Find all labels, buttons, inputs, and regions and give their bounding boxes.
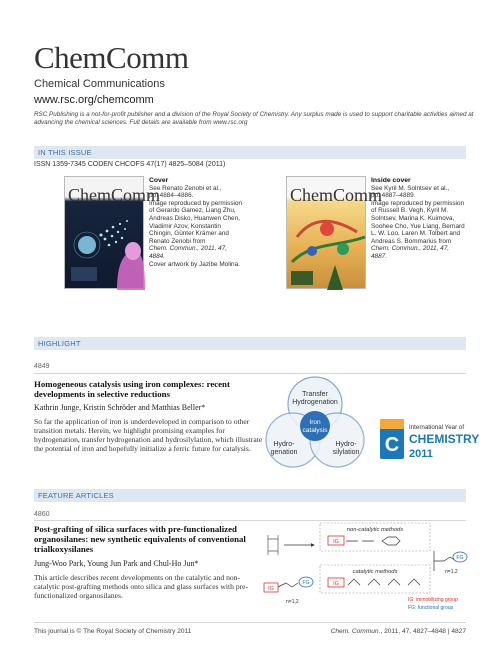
inside-cover-citation: Chem. Commun., 2011, 47, 4887. <box>371 245 450 260</box>
feature-authors: Jung-Woo Park, Young Jun Park and Chul-Ho Jun* <box>34 559 199 568</box>
highlight-page-number: 4849 <box>34 363 50 370</box>
scheme-catalytic-label: catalytic methods <box>352 569 398 575</box>
scheme-fg-reagent: FG <box>302 580 310 586</box>
iyc-badge-letter: C <box>384 434 400 456</box>
inside-cover-ref: See Kyril M. Solntsev et al., <box>371 184 450 192</box>
inside-cover-pages: pp. 4887–4889. <box>371 192 416 200</box>
footer-page-info <box>331 628 466 635</box>
highlight-abstract: So far the application of iron is underdeveloped in comparison to other transition metals. Herein, we highlight promising examples for hydrogenation, transfer hydrogenation and hydrosilylation, which illustrate the potential of iron and hopefully initialize a ferric future for catalysis. <box>34 417 263 453</box>
iyc-year: 2011 <box>409 448 433 460</box>
scheme-fg-product: FG <box>456 555 464 561</box>
highlight-article-title[interactable]: Homogeneous catalysis using iron complexes: recent developments in selective reductions <box>34 379 230 399</box>
scheme-ig-bottom: IG <box>333 581 339 587</box>
scheme-ig-reagent: IG <box>268 586 274 592</box>
cover-heading: Cover <box>149 177 169 184</box>
inside-cover-logo: ChemComm <box>290 185 383 205</box>
scheme-n-label-left: n=1,2 <box>286 599 299 605</box>
scheme-fg-legend: FG: functional group <box>408 605 454 611</box>
cover-ref: See Renato Zenobi et al., <box>149 184 222 192</box>
feature-article-title[interactable]: Post-grafting of silica surfaces with pre-functionalized organosilanes: new synthetic equivalents of conventional trialkoxysilanes <box>34 524 246 554</box>
cover-credit: Image reproduced by permission of Gerardo Gamez, Liang Zhu, Andreas Disko, Huanwen Chen, Vladimir Azov, Konstantin Chingin, Günter Krämer and Renato Zenobi from <box>149 199 243 245</box>
venn-top-line1: Transfer <box>302 391 328 398</box>
scheme-ig-top: IG <box>333 539 339 545</box>
venn-left-line1: Hydro- <box>273 441 295 448</box>
post-grafting-scheme <box>262 521 468 613</box>
inside-cover-heading: Inside cover <box>371 177 411 184</box>
cover-citation: Chem. Commun., 2011, 47, 4884. <box>149 245 228 260</box>
footer-journal-abbrev: Chem. Commun. <box>330 628 381 635</box>
iyc-line2: CHEMISTRY <box>409 432 480 446</box>
feature-abstract: This article describes recent developments on the catalytic and non-catalytic post-grafting methods onto silica and glass surfaces with pre-functionalized organosilanes. <box>34 573 249 600</box>
venn-right-line1: Hydro- <box>335 441 357 448</box>
footer-divider <box>34 622 466 623</box>
scheme-noncatalytic-label: non-catalytic methods <box>346 527 404 533</box>
inside-cover-caption <box>371 177 466 261</box>
journal-logo: ChemComm <box>34 40 189 75</box>
section-bar-feature-articles: FEATURE ARTICLES <box>34 489 466 502</box>
highlight-divider <box>34 373 466 374</box>
section-bar-in-this-issue: IN THIS ISSUE <box>34 146 466 159</box>
inside-cover-image[interactable] <box>286 176 383 289</box>
iron-catalysis-venn-diagram <box>256 374 374 482</box>
cover-artwork-credit: Cover artwork by Jazibe Molina. <box>149 260 240 268</box>
scheme-ig-legend: IG: immobilizing group <box>408 597 458 603</box>
venn-center-line2: catalysis <box>302 427 328 434</box>
section-bar-highlight: HIGHLIGHT <box>34 337 466 350</box>
journal-website-link[interactable]: www.rsc.org/chemcomm <box>34 94 154 106</box>
feature-page-number: 4860 <box>34 511 50 518</box>
cover-logo: ChemComm <box>68 185 161 205</box>
iyc-2011-logo <box>378 416 480 464</box>
journal-full-name: Chemical Communications <box>34 78 165 90</box>
inside-cover-artwork <box>287 177 367 290</box>
highlight-authors: Kathrin Junge, Kristin Schröder and Matthias Beller* <box>34 403 206 412</box>
footer-copyright: This journal is © The Royal Society of Chemistry 2011 <box>34 628 192 635</box>
cover-pages: pp. 4884–4886. <box>149 192 194 200</box>
venn-right-line2: silylation <box>332 449 360 456</box>
iyc-line1: International Year of <box>409 424 465 431</box>
issn-line: ISSN 1359-7345 CODEN CHCOFS 47(17) 4825–5084 (2011) <box>34 161 226 168</box>
cover-caption <box>149 177 244 268</box>
publisher-note: RSC Publishing is a not-for-profit publisher and a division of the Royal Society of Chemistry. Any surplus made is used to support charitable activities aimed at advancing the chemical sciences. Full details are available from www.rsc.org <box>34 111 474 126</box>
venn-center-line1: Iron <box>309 419 321 426</box>
venn-left-line2: genation <box>270 449 298 456</box>
venn-top-line2: Hydrogenation <box>292 399 338 406</box>
footer-volume-pages: , 2011, 47, 4827–4848 | 4827 <box>380 628 466 635</box>
scheme-n-label-right: n=1,2 <box>445 569 458 575</box>
inside-cover-credit: Image reproduced by permission of Russell B. Vegh, Kyril M. Solntsev, Marina K. Kuimova, Soohee Cho, Yue Liang, Bernard L. W. Loo, Laren M. Tolbert and Andreas S. Bommarius from <box>371 199 465 245</box>
cover-artwork <box>65 177 145 290</box>
